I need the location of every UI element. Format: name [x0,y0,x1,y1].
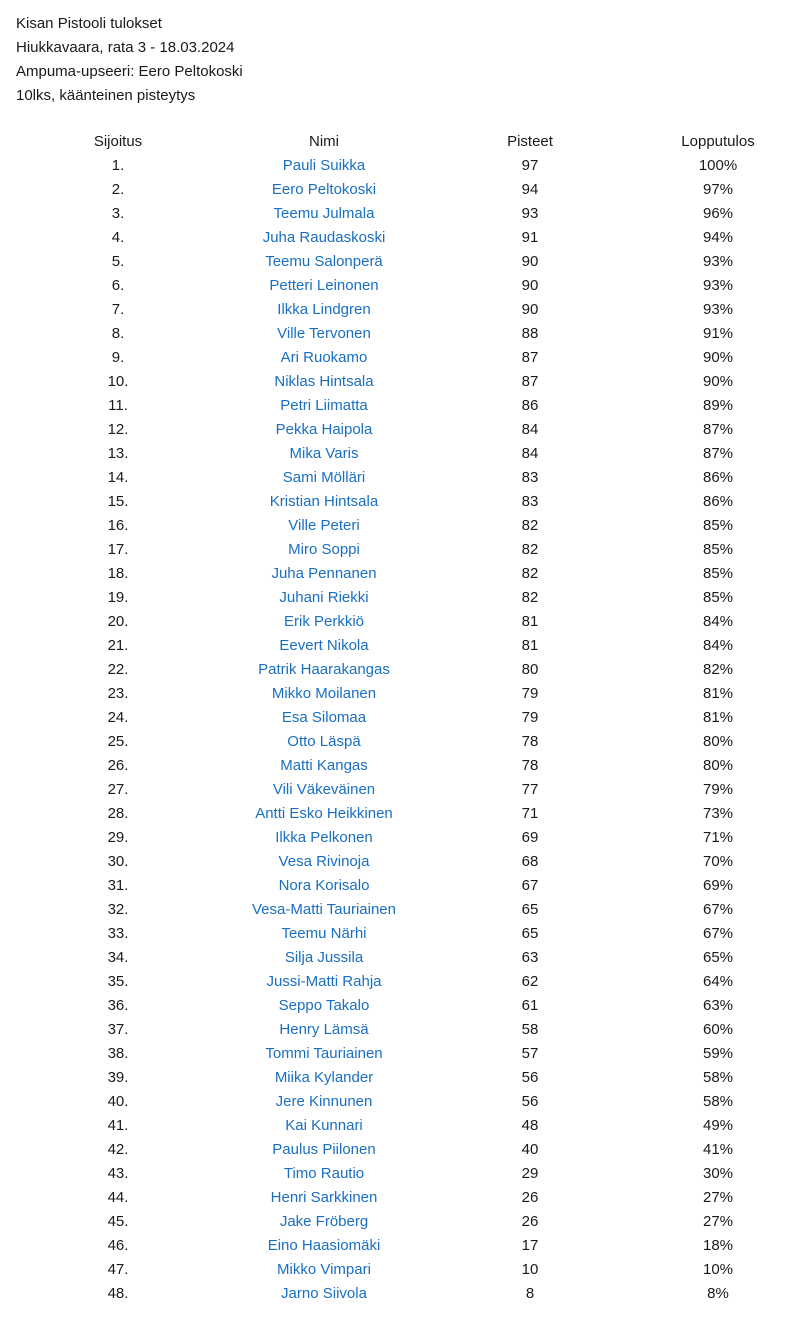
points-cell: 84 [521,445,539,462]
placement-cell: 45. [107,1213,129,1230]
placement-cell: 32. [107,901,129,918]
points-cell: 83 [521,469,539,486]
placement-cell: 22. [107,661,129,678]
result-cell: 30% [702,1165,734,1182]
result-cell: 80% [702,757,734,774]
result-cell: 85% [702,589,734,606]
placement-cell: 40. [107,1093,129,1110]
result-cell: 64% [702,973,734,990]
points-cell: 90 [521,301,539,318]
placement-cell: 6. [111,277,125,294]
placement-cell: 18. [107,565,129,582]
placement-cell: 43. [107,1165,129,1182]
scoring-format: 10lks, käänteinen pisteytys [16,87,196,104]
competitor-name-link[interactable]: Mika Varis [289,445,359,462]
competitor-name-link[interactable]: Timo Rautio [283,1165,365,1182]
points-cell: 71 [521,805,539,822]
placement-cell: 17. [107,541,129,558]
table-row [0,202,788,226]
placement-cell: 7. [111,301,125,318]
competitor-name-link[interactable]: Paulus Piilonen [272,1141,376,1158]
event-location-date: Hiukkavaara, rata 3 - 18.03.2024 [16,39,235,56]
column-header-result: Lopputulos [681,133,755,150]
result-cell: 85% [702,517,734,534]
competitor-name-link[interactable]: Esa Silomaa [281,709,367,726]
points-cell: 63 [521,949,539,966]
points-cell: 82 [521,589,539,606]
placement-cell: 39. [107,1069,129,1086]
points-cell: 91 [521,229,539,246]
points-cell: 94 [521,181,539,198]
placement-cell: 8. [111,325,125,342]
competitor-name-link[interactable]: Juha Pennanen [271,565,377,582]
placement-cell: 9. [111,349,125,366]
placement-cell: 35. [107,973,129,990]
result-cell: 79% [702,781,734,798]
placement-cell: 41. [107,1117,129,1134]
placement-cell: 4. [111,229,125,246]
column-header-points: Pisteet [507,133,553,150]
placement-cell: 48. [107,1285,129,1302]
table-row [0,250,788,274]
competitor-name-link[interactable]: Niklas Hintsala [274,373,374,390]
competitor-name-link[interactable]: Kai Kunnari [285,1117,363,1134]
result-cell: 63% [702,997,734,1014]
table-row [0,970,788,994]
result-cell: 94% [702,229,734,246]
points-cell: 57 [521,1045,539,1062]
points-cell: 82 [521,517,539,534]
table-row [0,490,788,514]
points-cell: 90 [521,277,539,294]
result-cell: 81% [702,709,734,726]
result-cell: 67% [702,901,734,918]
competitor-name-link[interactable]: Jere Kinnunen [275,1093,373,1110]
table-row [0,634,788,658]
table-row [0,1114,788,1138]
table-row [0,1090,788,1114]
table-row [0,226,788,250]
competitor-name-link[interactable]: Ari Ruokamo [280,349,368,366]
points-cell: 82 [521,541,539,558]
competitor-name-link[interactable]: Ilkka Pelkonen [275,829,373,846]
table-row [0,754,788,778]
points-cell: 26 [521,1189,539,1206]
table-row [0,538,788,562]
placement-cell: 14. [107,469,129,486]
points-cell: 29 [521,1165,539,1182]
placement-cell: 23. [107,685,129,702]
result-cell: 73% [702,805,734,822]
table-row [0,1066,788,1090]
placement-cell: 19. [107,589,129,606]
result-cell: 85% [702,541,734,558]
result-cell: 41% [702,1141,734,1158]
placement-cell: 27. [107,781,129,798]
placement-cell: 29. [107,829,129,846]
competitor-name-link[interactable]: Jussi-Matti Rahja [266,973,382,990]
result-cell: 27% [702,1213,734,1230]
competitor-name-link[interactable]: Ville Tervonen [277,325,371,342]
points-cell: 26 [521,1213,539,1230]
placement-cell: 37. [107,1021,129,1038]
result-cell: 86% [702,469,734,486]
result-cell: 60% [702,1021,734,1038]
result-cell: 49% [702,1117,734,1134]
placement-cell: 28. [107,805,129,822]
competitor-name-link[interactable]: Antti Esko Heikkinen [255,805,393,822]
table-row [0,466,788,490]
placement-cell: 13. [107,445,129,462]
table-row [0,922,788,946]
result-cell: 10% [702,1261,734,1278]
points-cell: 48 [521,1117,539,1134]
points-cell: 77 [521,781,539,798]
competitor-name-link[interactable]: Teemu Salonperä [265,253,383,270]
table-row [0,658,788,682]
competitor-name-link[interactable]: Erik Perkkiö [283,613,365,630]
result-cell: 69% [702,877,734,894]
points-cell: 65 [521,901,539,918]
table-row [0,1138,788,1162]
competitor-name-link[interactable]: Miro Soppi [288,541,360,558]
result-cell: 8% [707,1285,729,1302]
result-cell: 93% [702,277,734,294]
placement-cell: 34. [107,949,129,966]
result-cell: 90% [702,349,734,366]
points-cell: 40 [521,1141,539,1158]
column-header-placement: Sijoitus [93,133,143,150]
result-cell: 84% [702,637,734,654]
results-table [0,130,788,1306]
points-cell: 81 [521,613,539,630]
table-row [0,1234,788,1258]
competitor-name-link[interactable]: Mikko Vimpari [277,1261,371,1278]
points-cell: 78 [521,733,539,750]
placement-cell: 26. [107,757,129,774]
placement-cell: 16. [107,517,129,534]
table-row [0,418,788,442]
result-cell: 85% [702,565,734,582]
table-row [0,994,788,1018]
result-cell: 87% [702,445,734,462]
competitor-name-link[interactable]: Vili Väkeväinen [272,781,376,798]
table-row [0,1282,788,1306]
result-cell: 100% [698,157,738,174]
competitor-name-link[interactable]: Ilkka Lindgren [277,301,371,318]
results-header [16,12,243,108]
points-cell: 83 [521,493,539,510]
table-row [0,562,788,586]
result-cell: 93% [702,253,734,270]
result-cell: 58% [702,1069,734,1086]
table-row [0,802,788,826]
points-cell: 17 [521,1237,539,1254]
result-cell: 82% [702,661,734,678]
points-cell: 79 [521,685,539,702]
result-cell: 58% [702,1093,734,1110]
result-cell: 84% [702,613,734,630]
competitor-name-link[interactable]: Otto Läspä [287,733,361,750]
points-cell: 90 [521,253,539,270]
result-cell: 80% [702,733,734,750]
table-row [0,586,788,610]
table-row [0,610,788,634]
placement-cell: 30. [107,853,129,870]
competitor-name-link[interactable]: Henri Sarkkinen [270,1189,378,1206]
result-cell: 87% [702,421,734,438]
competitor-name-link[interactable]: Henry Lämsä [279,1021,369,1038]
table-row [0,1042,788,1066]
table-row [0,274,788,298]
competitor-name-link[interactable]: Vesa-Matti Tauriainen [252,901,396,918]
table-row [0,874,788,898]
points-cell: 56 [521,1069,539,1086]
placement-cell: 1. [111,157,125,174]
table-row [0,346,788,370]
result-cell: 70% [702,853,734,870]
competitor-name-link[interactable]: Jake Fröberg [279,1213,369,1230]
placement-cell: 42. [107,1141,129,1158]
table-row [0,682,788,706]
competitor-name-link[interactable]: Eino Haasiomäki [267,1237,381,1254]
competitor-name-link[interactable]: Mikko Moilanen [271,685,377,702]
table-row [0,1258,788,1282]
result-cell: 91% [702,325,734,342]
column-header-name: Nimi [309,133,339,150]
points-cell: 67 [521,877,539,894]
competitor-name-link[interactable]: Jarno Siivola [281,1285,367,1302]
result-cell: 90% [702,373,734,390]
placement-cell: 2. [111,181,125,198]
points-cell: 8 [525,1285,535,1302]
points-cell: 56 [521,1093,539,1110]
placement-cell: 36. [107,997,129,1014]
table-row [0,178,788,202]
table-row [0,1018,788,1042]
table-row [0,154,788,178]
points-cell: 78 [521,757,539,774]
placement-cell: 3. [111,205,125,222]
competitor-name-link[interactable]: Silja Jussila [284,949,364,966]
placement-cell: 47. [107,1261,129,1278]
competitor-name-link[interactable]: Vesa Rivinoja [278,853,370,870]
competitor-name-link[interactable]: Juhani Riekki [279,589,369,606]
placement-cell: 12. [107,421,129,438]
competitor-name-link[interactable]: Petteri Leinonen [269,277,379,294]
placement-cell: 44. [107,1189,129,1206]
placement-cell: 5. [111,253,125,270]
points-cell: 88 [521,325,539,342]
placement-cell: 33. [107,925,129,942]
table-row [0,394,788,418]
result-cell: 71% [702,829,734,846]
points-cell: 58 [521,1021,539,1038]
points-cell: 79 [521,709,539,726]
placement-cell: 15. [107,493,129,510]
points-cell: 86 [521,397,539,414]
table-row [0,706,788,730]
table-row [0,442,788,466]
table-row [0,1162,788,1186]
results-body [0,154,788,1306]
table-row [0,826,788,850]
points-cell: 80 [521,661,539,678]
competitor-name-link[interactable]: Petri Liimatta [280,397,368,414]
result-cell: 97% [702,181,734,198]
points-cell: 81 [521,637,539,654]
competitor-name-link[interactable]: Sami Mölläri [282,469,366,486]
competitor-name-link[interactable]: Teemu Närhi [281,925,367,942]
page-title: Kisan Pistooli tulokset [16,15,162,32]
points-cell: 87 [521,373,539,390]
table-row [0,298,788,322]
points-cell: 10 [521,1261,539,1278]
competitor-name-link[interactable]: Seppo Takalo [278,997,370,1014]
table-row [0,514,788,538]
competitor-name-link[interactable]: Pauli Suikka [282,157,366,174]
table-row [0,730,788,754]
table-row [0,1210,788,1234]
competitor-name-link[interactable]: Patrik Haarakangas [258,661,390,678]
points-cell: 97 [521,157,539,174]
competitor-name-link[interactable]: Kristian Hintsala [269,493,379,510]
points-cell: 82 [521,565,539,582]
placement-cell: 20. [107,613,129,630]
table-header-row [0,130,788,154]
result-cell: 93% [702,301,734,318]
result-cell: 65% [702,949,734,966]
competitor-name-link[interactable]: Pekka Haipola [275,421,373,438]
points-cell: 87 [521,349,539,366]
table-row [0,946,788,970]
points-cell: 65 [521,925,539,942]
points-cell: 68 [521,853,539,870]
competitor-name-link[interactable]: Matti Kangas [280,757,368,774]
points-cell: 69 [521,829,539,846]
competitor-name-link[interactable]: Eero Peltokoski [271,181,377,198]
result-cell: 81% [702,685,734,702]
competitor-name-link[interactable]: Ville Peteri [288,517,360,534]
competitor-name-link[interactable]: Teemu Julmala [273,205,375,222]
table-row [0,850,788,874]
table-row [0,1186,788,1210]
result-cell: 59% [702,1045,734,1062]
result-cell: 89% [702,397,734,414]
placement-cell: 46. [107,1237,129,1254]
competitor-name-link[interactable]: Eevert Nikola [279,637,369,654]
competitor-name-link[interactable]: Nora Korisalo [278,877,370,894]
points-cell: 62 [521,973,539,990]
placement-cell: 11. [108,397,128,414]
result-cell: 96% [702,205,734,222]
table-row [0,778,788,802]
result-cell: 86% [702,493,734,510]
placement-cell: 25. [107,733,129,750]
result-cell: 18% [702,1237,734,1254]
table-row [0,322,788,346]
result-cell: 27% [702,1189,734,1206]
points-cell: 61 [521,997,539,1014]
table-row [0,370,788,394]
placement-cell: 38. [107,1045,129,1062]
competitor-name-link[interactable]: Tommi Tauriainen [265,1045,383,1062]
placement-cell: 21. [107,637,129,654]
table-row [0,898,788,922]
placement-cell: 31. [107,877,129,894]
points-cell: 93 [521,205,539,222]
placement-cell: 24. [107,709,129,726]
placement-cell: 10. [107,373,129,390]
points-cell: 84 [521,421,539,438]
range-officer: Ampuma-upseeri: Eero Peltokoski [16,63,243,80]
competitor-name-link[interactable]: Juha Raudaskoski [262,229,386,246]
result-cell: 67% [702,925,734,942]
competitor-name-link[interactable]: Miika Kylander [274,1069,374,1086]
